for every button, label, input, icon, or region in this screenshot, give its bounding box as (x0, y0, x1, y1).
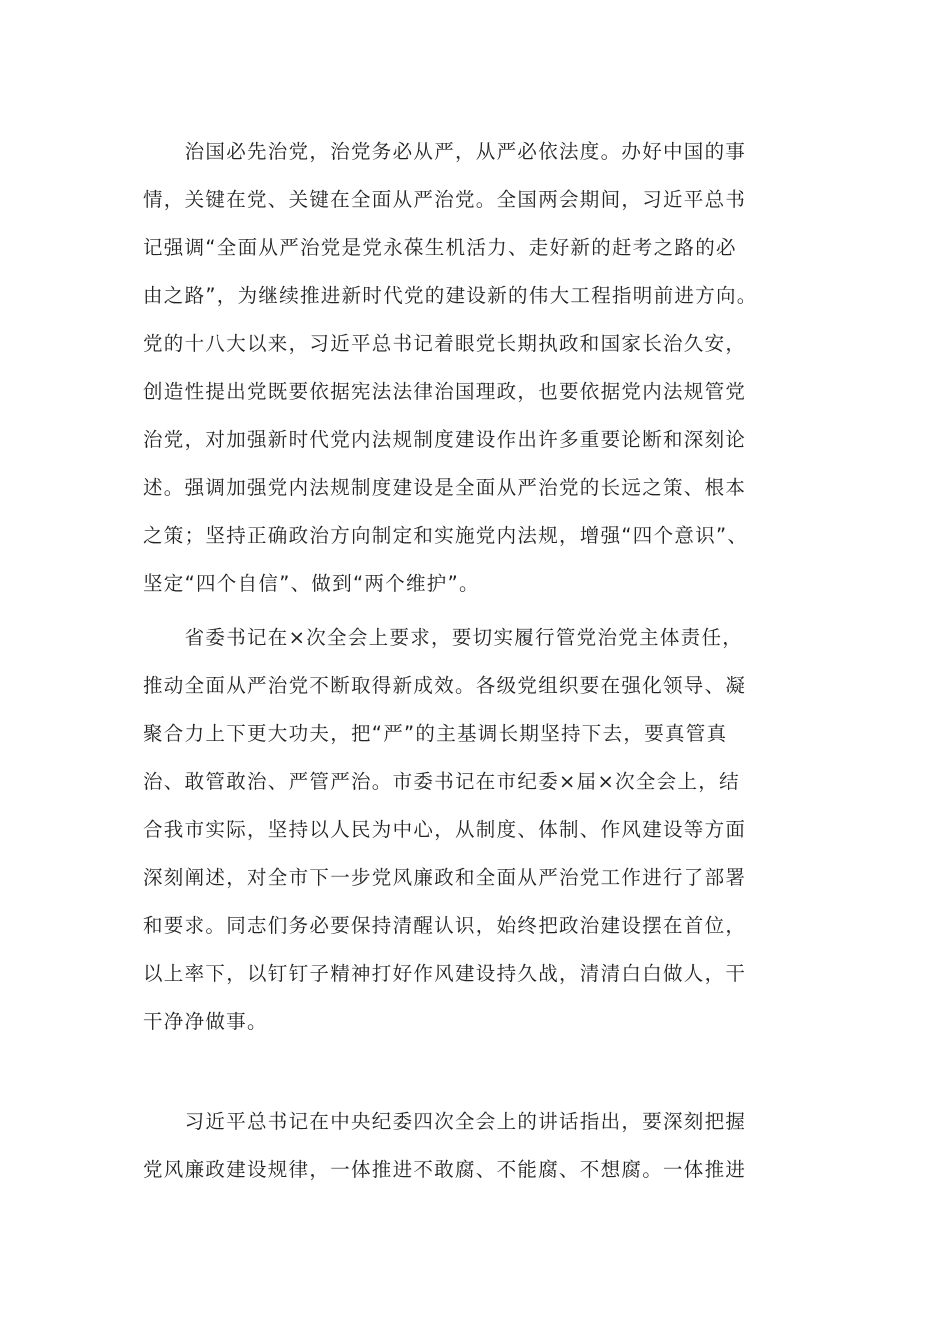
text-line: 党的十八大以来，习近平总书记着眼党长期执政和国家长治久安， (143, 332, 747, 355)
text-line: 和要求。同志们务必要保持清醒认识，始终把政治建设摆在首位， (143, 914, 747, 937)
text-line: 治国必先治党，治党务必从严，从严必依法度。办好中国的事 (143, 140, 747, 163)
text-line: 记强调“全面从严治党是党永葆生机活力、走好新的赶考之路的必 (143, 236, 737, 259)
text-line: 以上率下，以钉钉子精神打好作风建设持久战，清清白白做人，干 (143, 962, 747, 985)
text-line: 述。强调加强党内法规制度建设是全面从严治党的长远之策、根本 (143, 476, 747, 499)
text-line: 治、敢管敢治、严管严治。市委书记在市纪委×届×次全会上，结 (143, 770, 740, 793)
text-line: 情，关键在党、关键在全面从严治党。全国两会期间，习近平总书 (143, 188, 747, 211)
text-line: 党风廉政建设规律，一体推进不敢腐、不能腐、不想腐。一体推进 (143, 1158, 747, 1181)
text-line: 省委书记在×次全会上要求，要切实履行管党治党主体责任， (143, 626, 744, 649)
paragraph-2 (143, 614, 823, 1046)
text-line: 深刻阐述，对全市下一步党风廉政和全面从严治党工作进行了部署 (143, 866, 747, 889)
text-line: 由之路”，为继续推进新时代党的建设新的伟大工程指明前进方向。 (143, 284, 758, 307)
paragraph-1 (143, 128, 823, 608)
text-line: 治党，对加强新时代党内法规制度建设作出许多重要论断和深刻论 (143, 428, 747, 451)
text-line: 之策；坚持正确政治方向制定和实施党内法规，增强“四个意识”、 (143, 524, 749, 547)
text-line: 习近平总书记在中央纪委四次全会上的讲话指出，要深刻把握 (143, 1110, 747, 1133)
text-line: 干净净做事。 (143, 1010, 268, 1033)
text-line: 坚定“四个自信”、做到“两个维护”。 (143, 572, 480, 595)
text-line: 创造性提出党既要依据宪法法律治国理政，也要依据党内法规管党 (143, 380, 747, 403)
text-line: 推动全面从严治党不断取得新成效。各级党组织要在强化领导、凝 (143, 674, 747, 697)
text-line: 聚合力上下更大功夫，把“严”的主基调长期坚持下去，要真管真 (143, 722, 728, 745)
text-line: 合我市实际，坚持以人民为中心，从制度、体制、作风建设等方面 (143, 818, 747, 841)
paragraph-3 (143, 1098, 823, 1194)
